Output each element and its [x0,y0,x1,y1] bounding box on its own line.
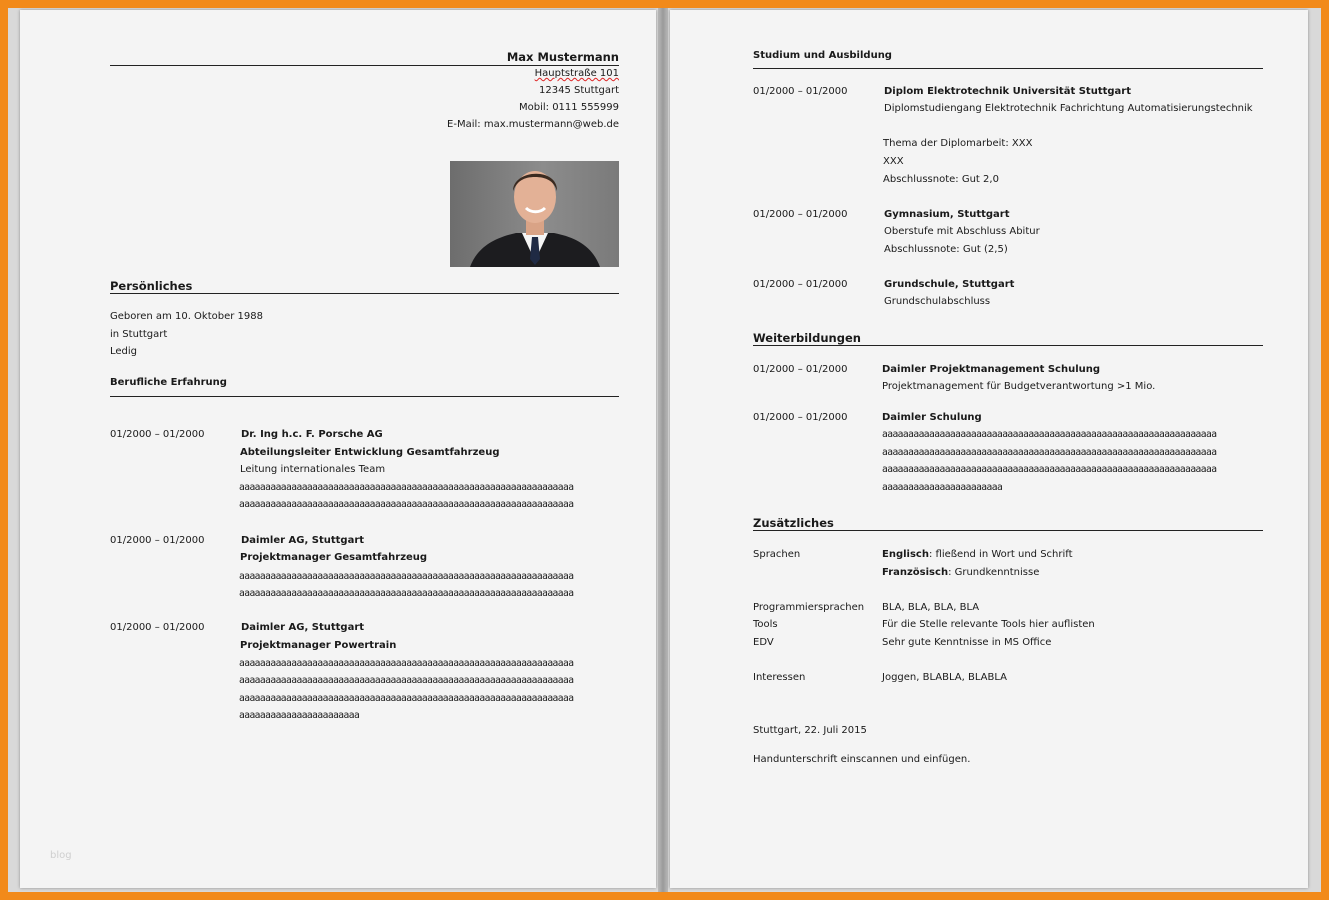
training-line: aaaaaaaaaaaaaaaaaaaaaaaaaaaaaaaaaaaaaaaaaaaaaaaaaaaaaaaaaaaaaaaa [882,447,1217,458]
experience-dates: 01/2000 – 01/2000 [110,622,205,633]
applicant-photo [450,161,619,267]
tools-value: Für die Stelle relevante Tools hier auflisten [882,619,1095,630]
address-street [110,68,619,80]
training-title: Daimler Projektmanagement Schulung [882,364,1101,375]
email-address: E-Mail: max.mustermann@web.de [447,119,619,130]
section-heading-personal: Persönliches [110,279,193,293]
watermark-text: blog [50,850,72,861]
experience-line: aaaaaaaaaaaaaaaaaaaaaaa [239,710,360,721]
experience-company: Daimler AG, Stuttgart [241,535,365,546]
personal-line: Geboren am 10. Oktober 1988 [110,311,263,322]
experience-line: aaaaaaaaaaaaaaaaaaaaaaaaaaaaaaaaaaaaaaaaaaaaaaaaaaaaaaaaaaaaaaaa [239,693,574,704]
personal-line: in Stuttgart [110,329,168,340]
section-rule [110,396,619,397]
experience-dates: 01/2000 – 01/2000 [110,429,205,440]
language-entry [882,549,1073,561]
tools-label: Tools [753,619,778,630]
section-rule [753,345,1263,346]
personal-line: Ledig [110,346,138,357]
experience-dates: 01/2000 – 01/2000 [110,535,205,546]
experience-line: aaaaaaaaaaaaaaaaaaaaaaaaaaaaaaaaaaaaaaaaaaaaaaaaaaaaaaaaaaaaaaaa [239,571,574,582]
education-dates: 01/2000 – 01/2000 [753,209,848,220]
education-line: Oberstufe mit Abschluss Abitur [884,226,1040,237]
header-rule [110,65,619,66]
applicant-name: Max Mustermann [506,50,619,64]
language-name: Französisch [882,567,949,578]
education-title: Diplom Elektrotechnik Universität Stuttgart [884,86,1131,97]
training-title: Daimler Schulung [882,412,982,423]
experience-line: aaaaaaaaaaaaaaaaaaaaaaaaaaaaaaaaaaaaaaaaaaaaaaaaaaaaaaaaaaaaaaaa [239,675,574,686]
education-line: Thema der Diplomarbeit: XXX [883,138,1033,149]
language-name: Englisch [882,549,929,560]
language-level: : Grundkenntnisse [948,567,1040,578]
edv-value: Sehr gute Kenntnisse in MS Office [882,637,1052,648]
education-line: Diplomstudiengang Elektrotechnik Fachrichtung Automatisierungstechnik [884,103,1253,114]
edv-label: EDV [753,637,774,648]
programming-label: Programmiersprachen [753,602,865,613]
education-line: XXX [883,156,904,167]
experience-role: Projektmanager Gesamtfahrzeug [240,552,428,563]
education-title: Grundschule, Stuttgart [884,279,1015,290]
section-heading-education: Studium und Ausbildung [753,50,892,61]
languages-label: Sprachen [753,549,801,560]
experience-role: Projektmanager Powertrain [240,640,397,651]
experience-line: aaaaaaaaaaaaaaaaaaaaaaaaaaaaaaaaaaaaaaaaaaaaaaaaaaaaaaaaaaaaaaaa [239,588,574,599]
language-level: : fließend in Wort und Schrift [928,549,1073,560]
interests-value: Joggen, BLABLA, BLABLA [882,672,1007,683]
language-entry [882,567,1039,579]
education-dates: 01/2000 – 01/2000 [753,86,848,97]
section-heading-extra: Zusätzliches [753,516,834,530]
address-city: 12345 Stuttgart [539,85,619,96]
experience-line: aaaaaaaaaaaaaaaaaaaaaaaaaaaaaaaaaaaaaaaaaaaaaaaaaaaaaaaaaaaaaaaa [239,658,574,669]
interests-label: Interessen [753,672,806,683]
experience-line: Leitung internationales Team [240,464,386,475]
programming-value: BLA, BLA, BLA, BLA [882,602,980,613]
training-dates: 01/2000 – 01/2000 [753,364,848,375]
experience-line: aaaaaaaaaaaaaaaaaaaaaaaaaaaaaaaaaaaaaaaaaaaaaaaaaaaaaaaaaaaaaaaa [239,499,574,510]
experience-role: Abteilungsleiter Entwicklung Gesamtfahrzeug [240,447,500,458]
page-1 [20,10,656,888]
section-rule [753,68,1263,69]
section-heading-experience: Berufliche Erfahrung [110,377,227,388]
signature-note: Handunterschrift einscannen und einfügen. [753,754,971,765]
section-rule [753,530,1263,531]
section-heading-training: Weiterbildungen [753,331,861,345]
mobile-number: Mobil: 0111 555999 [519,102,619,113]
training-line-text: Projektmanagement für Budgetverantwortung >1 Mio. [882,381,1156,392]
training-line: aaaaaaaaaaaaaaaaaaaaaaaaaaaaaaaaaaaaaaaaaaaaaaaaaaaaaaaaaaaaaaaa [882,464,1217,475]
section-rule [110,293,619,294]
training-line: aaaaaaaaaaaaaaaaaaaaaaa [882,482,1003,493]
address-street-text: Hauptstraße 101 [534,68,619,79]
education-title: Gymnasium, Stuttgart [884,209,1010,220]
experience-line: aaaaaaaaaaaaaaaaaaaaaaaaaaaaaaaaaaaaaaaaaaaaaaaaaaaaaaaaaaaaaaaa [239,482,574,493]
page-gutter [658,8,668,892]
education-line: Grundschulabschluss [884,296,991,307]
experience-company: Daimler AG, Stuttgart [241,622,365,633]
page-2 [670,10,1308,888]
portrait-illustration [450,161,619,267]
experience-company: Dr. Ing h.c. F. Porsche AG [241,429,383,440]
education-line: Abschlussnote: Gut 2,0 [883,174,999,185]
place-date: Stuttgart, 22. Juli 2015 [753,725,867,736]
training-line: aaaaaaaaaaaaaaaaaaaaaaaaaaaaaaaaaaaaaaaaaaaaaaaaaaaaaaaaaaaaaaaa [882,429,1217,440]
document-viewer [8,8,1321,892]
training-dates: 01/2000 – 01/2000 [753,412,848,423]
training-line [882,381,1155,393]
education-line: Abschlussnote: Gut (2,5) [884,244,1008,255]
education-dates: 01/2000 – 01/2000 [753,279,848,290]
